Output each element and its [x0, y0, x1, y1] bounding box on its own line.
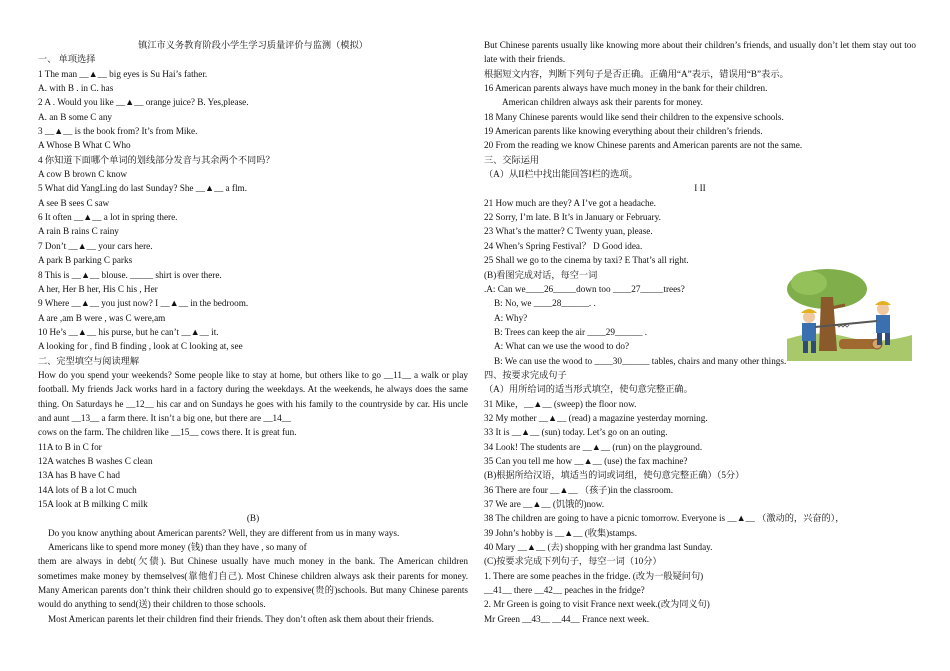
right-line: 22 Sorry, I’m late. B It’s in January or February.	[484, 212, 661, 223]
right-line: 2. Mr Green is going to visit France next week.(改为同义句)	[484, 599, 710, 610]
right-line: (B)看图完成对话，每空一词	[484, 269, 598, 280]
left-line: 15A look at B milking C milk	[38, 499, 148, 509]
right-line: 34 Look! The students are __▲__ (run) on the playground.	[484, 441, 703, 452]
left-line: cows on the farm. The children like __15__ cows there. It is great fun.	[38, 427, 297, 438]
left-line: A park B parking C parks	[38, 255, 133, 266]
left-line: A Whose B What C Who	[38, 140, 131, 151]
right-line: (C)按要求完成下列句子，每空一词（10分）	[484, 556, 662, 567]
right-line: A: Why?	[494, 312, 528, 323]
right-line: 三、交际运用	[484, 154, 540, 165]
right-line: 38 The children are going to have a picnic tomorrow. Everyone is __▲__ （激动的，兴奋的），	[484, 513, 845, 524]
right-line: 40 Mary __▲__ (去) shopping with her grandma last Sunday.	[484, 542, 713, 553]
right-line: B: We can use the wood to ____30______ tables, chairs and many other things.	[494, 355, 787, 366]
right-line: .A: Can we____26_____down too ____27_____trees?	[484, 283, 685, 294]
left-line: A see B sees C saw	[38, 197, 110, 208]
right-line: But Chinese parents usually like knowing more about their children’s friends, and usually don’t let them stay out too late with their friends.	[484, 40, 916, 65]
left-line: 13A has B have C had	[38, 470, 120, 481]
left-line: A rain B rains C rainy	[38, 226, 119, 237]
right-line: 33 It is __▲__ (sun) today. Let’s go on an outing.	[484, 427, 668, 438]
right-line: 37 We are __▲__ (饥饿的)now.	[484, 499, 605, 509]
right-line: (B)根据所给汉语，填适当的词或词组，使句意完整正确）（5分）	[484, 470, 745, 481]
left-line: Most American parents let their children find their friends. They don’t often ask them about their friends.	[48, 613, 434, 624]
right-line: 18 Many Chinese parents would like send their children to the expensive schools.	[484, 111, 784, 122]
left-line: A. with B . in C. has	[38, 83, 114, 94]
right-line: 19 American parents like knowing everything about their children’s friends.	[484, 126, 763, 137]
left-line: How do you spend your weekends? Some people like to stay at home, but others like to go __11__ a walk or play football. My friends Jack works hard in a factory during the weekdays. At the weekends, he always does the same thing. On Saturdays he __12__ his car and on Sundays he goes with his family to the countryside by car. His uncle and aunt __13__ a farm there. It isn’t a big one, but there are __14__	[38, 369, 468, 423]
left-line: 6 It often __▲__ a lot in spring there.	[38, 212, 178, 223]
right-line: 25 Shall we go to the cinema by taxi? E That’s all right.	[484, 255, 689, 266]
left-line: 镇江市义务教育阶段小学生学习质量评价与监测（模拟）	[138, 40, 368, 50]
left-line: A are ,am B were , was C were,am	[38, 312, 166, 323]
right-line: （A）用所给词的适当形式填空，使句意完整正确。	[484, 384, 693, 395]
right-line: 根据短文内容，判断下列句子是否正确。正确用“A”表示，错误用“B”表示。	[484, 68, 789, 79]
right-line: B: No, we ____28______. .	[494, 298, 596, 309]
right-line: 32 My mother __▲__ (read) a magazine yesterday morning.	[484, 412, 708, 423]
left-line: 5 What did YangLing do last Sunday? She __▲__ a flm.	[38, 183, 247, 194]
left-line: 14A lots of B a lot C much	[38, 484, 137, 495]
right-line: 35 Can you tell me how __▲__ (use) the fax machine?	[484, 455, 688, 466]
right-line: 31 Mike，__▲__ (sweep) the floor now.	[484, 398, 637, 409]
left-line: them are always in debt(欠债). But Chinese usually have much money in the bank. The American children sometimes make money by themselves(靠他们自己). Most Chinese children always ask their parents for money. Many American parents don’t think their children should go to expensive(贵的)schools. But many Chinese parents would do anything to send(送) their children to those schools.	[38, 556, 468, 610]
right-line: 39 John’s hobby is __▲__ (收集)stamps.	[484, 527, 638, 538]
left-line: 3 __▲__ is the book from? It’s from Mike.	[38, 126, 198, 137]
left-line: Americans like to spend more money (钱) than they have , so many of	[48, 542, 307, 553]
left-line: 12A watches B washes C clean	[38, 455, 153, 466]
left-line: A cow B brown C know	[38, 169, 128, 180]
right-line: B: Trees can keep the air ____29______ .	[494, 326, 648, 337]
right-line: I II	[694, 183, 706, 194]
left-line: 7 Don’t __▲__ your cars here.	[38, 240, 153, 251]
right-line: American children always ask their parents for money.	[502, 97, 703, 108]
left-line: 9 Where __▲__ you just now? I __▲__ in the bedroom.	[38, 298, 249, 309]
right-line: 24 When’s Spring Festival？ D Good idea.	[484, 240, 643, 251]
right-line: （A）从II栏中找出能回答I栏的选项。	[484, 169, 638, 180]
left-line: A her, Her B her, His C his , Her	[38, 283, 158, 294]
left-line: A. an B some C any	[38, 111, 113, 122]
left-line: (B)	[246, 513, 260, 524]
left-line: 8 This is __▲__ blouse. _____ shirt is over there.	[38, 269, 222, 280]
right-line: 23 What’s the matter? C Twenty yuan, please.	[484, 226, 653, 237]
left-line: A looking for , find B finding , look at C looking at, see	[38, 341, 243, 352]
left-line: Do you know anything about American parents? Well, they are different from us in many ways.	[48, 527, 400, 538]
left-line: 2 A . Would you like __▲__ orange juice? B. Yes,please.	[38, 97, 249, 108]
right-line: A: What can we use the wood to do?	[494, 341, 630, 352]
right-line: 1. There are some peaches in the fridge. (改为一般疑问句)	[484, 570, 704, 581]
right-line: Mr Green __43__ __44__ France next week.	[484, 613, 650, 624]
left-line: 一、 单项选择	[38, 54, 96, 65]
left-line: 11A to B in C for	[38, 441, 102, 452]
left-line: 10 He’s __▲__ his purse, but he can’t __▲__ it.	[38, 326, 219, 337]
right-line: 36 There are four __▲__ （孩子)in the classroom.	[484, 484, 674, 495]
left-column	[38, 38, 468, 626]
right-line: __41__ there __42__ peaches in the fridge?	[484, 585, 645, 596]
left-line: 1 The man __▲__ big eyes is Su Hai’s father.	[38, 68, 208, 79]
left-line: 4 你知道下面哪个单词的划线部分发音与其余两个不同吗？	[38, 154, 275, 165]
right-line: 21 How much are they? A I’ve got a headache.	[484, 197, 656, 208]
right-line: 四、按要求完成句子	[484, 369, 567, 380]
right-line: 16 American parents always have much money in the bank for their children.	[484, 83, 768, 94]
right-line: 20 From the reading we know Chinese parents and American parents are not the same.	[484, 140, 803, 151]
tree-cutting-illustration	[787, 269, 912, 361]
left-line: 二、完型填空与阅读理解	[38, 355, 140, 366]
